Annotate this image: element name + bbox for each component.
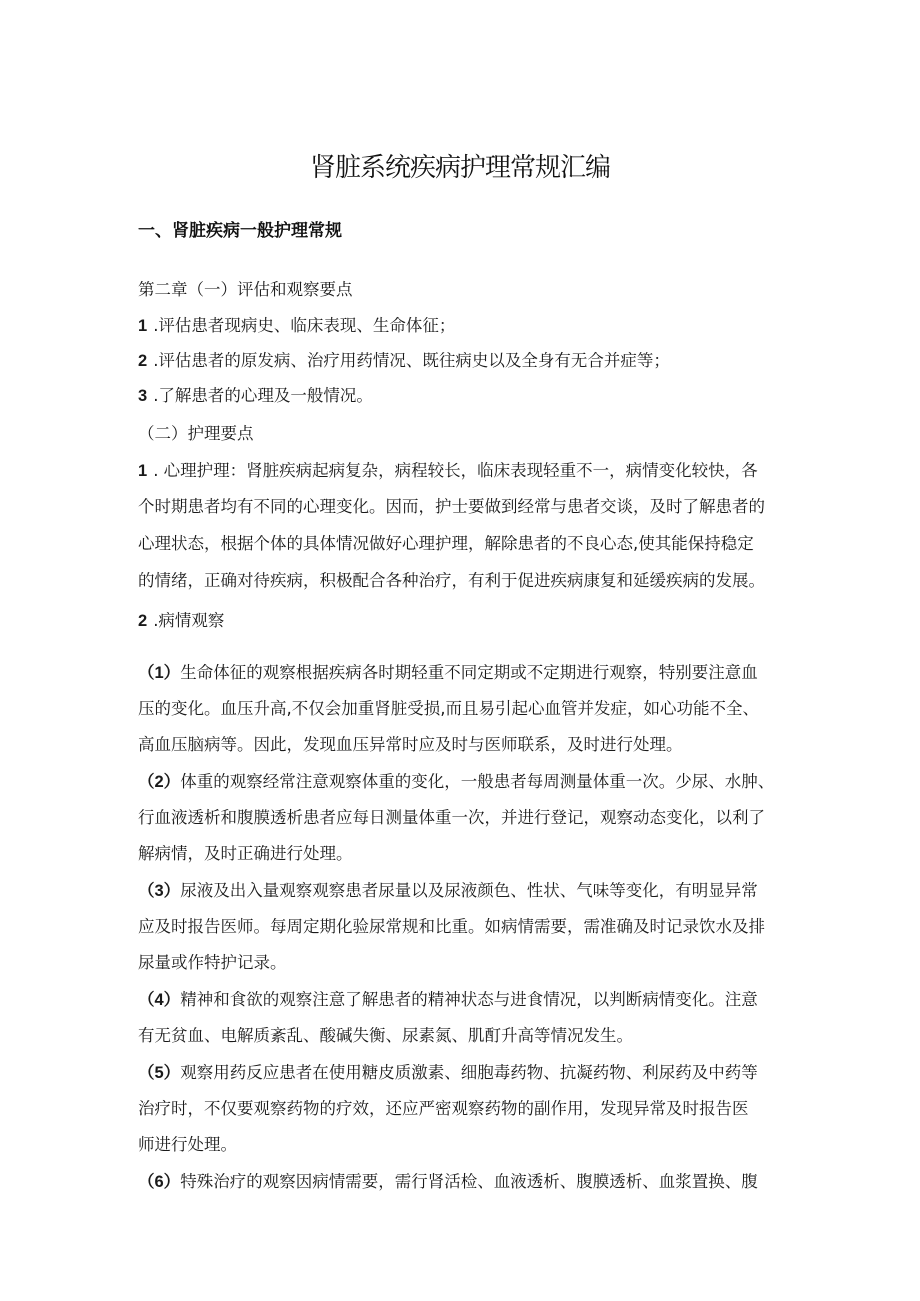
paragraph-number: （2） bbox=[138, 773, 181, 791]
paragraph-text: 观察用药反应患者在使用糖皮质激素、细胞毒药物、抗凝药物、利尿药及中药等 bbox=[180, 1063, 758, 1082]
assessment-heading: 第二章（一）评估和观察要点 bbox=[138, 280, 353, 299]
observation-line bbox=[138, 1059, 758, 1083]
observation-line: 高血压脑病等。因此，发现血压异常时应及时与医师联系，及时进行处理。 bbox=[138, 735, 683, 754]
section-heading: 一、肾脏疾病一般护理常规 bbox=[138, 221, 342, 241]
observation-line: 解病情，及时正确进行处理。 bbox=[138, 844, 353, 863]
observation-line bbox=[138, 659, 758, 683]
observation-line: 尿量或作特护记录。 bbox=[138, 953, 287, 972]
paragraph-number: （4） bbox=[138, 991, 181, 1009]
item-number: 1 bbox=[138, 317, 148, 335]
document-title: 肾脏系统疾病护理常规汇编 bbox=[309, 153, 610, 183]
observation-line: 压的变化。血压升高,不仅会加重肾脏受损,而且易引起心血管并发症，如心功能不全、 bbox=[138, 699, 759, 718]
observation-line bbox=[138, 1168, 758, 1192]
item-text: .病情观察 bbox=[153, 611, 225, 630]
nursing-heading: （二）护理要点 bbox=[138, 424, 254, 443]
observation-line: 行血液透析和腹膜透析患者应每日测量体重一次，并进行登记，观察动态变化，以利了 bbox=[138, 808, 765, 827]
item-number: 2 bbox=[138, 612, 148, 630]
paragraph-text: 尿液及出入量观察观察患者尿量以及尿液颜色、性状、气味等变化，有明显异常 bbox=[180, 881, 758, 900]
observation-line: 治疗时，不仅要观察药物的疗效，还应严密观察药物的副作用，发现异常及时报告医 bbox=[138, 1099, 749, 1118]
observation-line: 有无贫血、电解质紊乱、酸碱失衡、尿素氮、肌酊升高等情况发生。 bbox=[138, 1026, 633, 1045]
paragraph-number: （5） bbox=[138, 1064, 181, 1082]
observation-line bbox=[138, 877, 758, 901]
item-text: .评估患者现病史、临床表现、生命体征； bbox=[153, 316, 456, 335]
paragraph-text: 精神和食欲的观察注意了解患者的精神状态与进食情况，以判断病情变化。注意 bbox=[180, 990, 758, 1009]
assessment-item bbox=[138, 312, 455, 336]
nursing-item-line: 的情绪，正确对待疾病，积极配合各种治疗，有利于促进疾病康复和延缓疾病的发展。 bbox=[138, 571, 765, 590]
item-number: 2 bbox=[138, 352, 148, 370]
paragraph-text: 生命体征的观察根据疾病各时期轻重不同定期或不定期进行观察，特别要注意血 bbox=[180, 663, 758, 682]
item-text: .了解患者的心理及一般情况。 bbox=[153, 386, 373, 405]
observation-line bbox=[138, 986, 758, 1010]
paragraph-number: （3） bbox=[138, 882, 181, 900]
observation-line bbox=[138, 768, 774, 792]
assessment-item bbox=[138, 382, 373, 406]
item-text: .评估患者的原发病、治疗用药情况、既往病史以及全身有无合并症等； bbox=[153, 351, 670, 370]
paragraph-text: 特殊治疗的观察因病情需要，需行肾活检、血液透析、腹膜透析、血浆置换、腹 bbox=[180, 1172, 758, 1191]
observation-line: 师进行处理。 bbox=[138, 1135, 237, 1154]
item-number: 1 bbox=[138, 462, 148, 480]
nursing-item-line bbox=[138, 457, 758, 481]
observation-line: 应及时报告医师。每周定期化验尿常规和比重。如病情需要，需准确及时记录饮水及排 bbox=[138, 917, 765, 936]
assessment-item bbox=[138, 347, 670, 371]
nursing-item-line: 个时期患者均有不同的心理变化。因而，护士要做到经常与患者交谈，及时了解患者的 bbox=[138, 497, 765, 516]
item-text: . 心理护理：肾脏疾病起病复杂，病程较长，临床表现轻重不一，病情变化较快，各 bbox=[153, 461, 758, 480]
nursing-item-line bbox=[138, 607, 224, 631]
nursing-item-line: 心理状态，根据个体的具体情况做好心理护理，解除患者的不良心态,使其能保持稳定 bbox=[138, 534, 754, 553]
paragraph-text: 体重的观察经常注意观察体重的变化，一般患者每周测量体重一次。少尿、水肿、 bbox=[180, 772, 775, 791]
item-number: 3 bbox=[138, 387, 148, 405]
paragraph-number: （1） bbox=[138, 664, 181, 682]
paragraph-number: （6） bbox=[138, 1173, 181, 1191]
